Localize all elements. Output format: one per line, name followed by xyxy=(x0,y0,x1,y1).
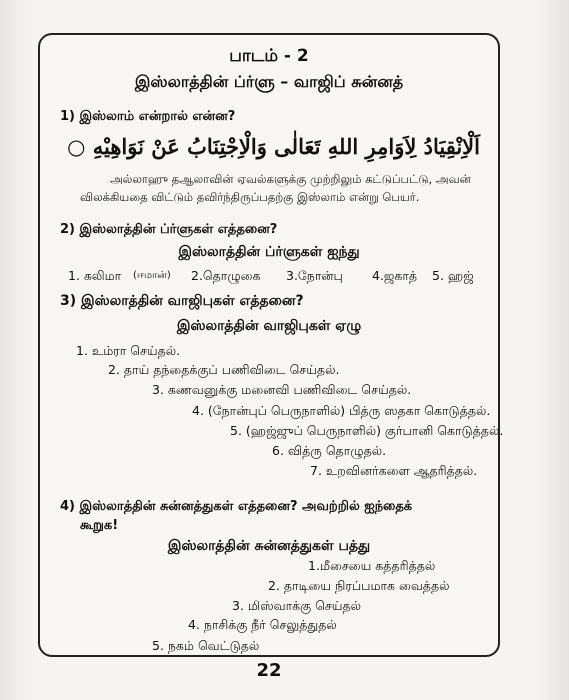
wajib-item-3: 3. கணவனுக்கு மனைவி பணிவிடை செய்தல். xyxy=(152,382,412,397)
sunnah-item-2: 2. தாடியை நிரப்பமாக வைத்தல் xyxy=(268,578,450,593)
sunnah-item-5: 5. நகம் வெட்டுதல் xyxy=(152,638,260,653)
wajib-item-4: 4. (நோன்புப் பெருநாளில்) பித்ரு ஸதகா கொடுத்தல். xyxy=(192,403,491,418)
fard-item-1: 1. கலிமா xyxy=(68,268,122,283)
fard-item-3: 3.நோன்பு xyxy=(286,268,343,283)
fard-item-4: 4.ஜகாத் xyxy=(372,268,418,283)
lesson-title: பாடம் - 2 xyxy=(229,46,309,66)
fard-item-1-note: (ஈமான்) xyxy=(133,270,171,281)
question-4-line-2: கூறுக! xyxy=(80,518,119,533)
question-2: 2) இஸ்லாத்தின் ப்ர்ளுகள் எத்தனை? xyxy=(60,222,278,237)
fard-item-5: 5. ஹஜ் xyxy=(432,268,474,283)
sunnah-heading: இஸ்லாத்தின் சுன்னத்துகள் பத்து xyxy=(167,538,371,554)
question-1: 1) இஸ்லாம் என்றால் என்ன? xyxy=(60,109,236,124)
sunnah-item-4: 4. நாசிக்கு நீர் செலுத்துதல் xyxy=(188,617,337,632)
question-3: 3) இஸ்லாத்தின் வாஜிபுகள் எத்தனை? xyxy=(60,293,304,309)
wajib-item-1: 1. உம்ரா செய்தல். xyxy=(76,343,181,358)
fard-heading: இஸ்லாத்தின் ப்ர்ளுகள் ஐந்து xyxy=(178,244,360,260)
wajib-item-2: 2. தாய் தந்தைக்குப் பணிவிடை செய்தல். xyxy=(108,362,340,377)
wajib-item-6: 6. வித்ரு தொழுதல். xyxy=(272,443,387,458)
question-4-line-1: 4) இஸ்லாத்தின் சுன்னத்துகள் எத்தனை? அவற்றில் ஐந்தைக் xyxy=(60,499,413,514)
wajib-heading: இஸ்லாத்தின் வாஜிபுகள் ஏழு xyxy=(176,318,362,334)
arabic-definition: اَلْاِنْقِيَادُ لِاَوَامِرِ اللهِ تَعَالٰى وَالْاِجْتِنَابُ عَنْ نَوَاهِيْهِ ○ xyxy=(67,134,480,159)
sunnah-item-1: 1.மீசையை கத்தரித்தல் xyxy=(308,558,436,573)
wajib-item-5: 5. (ஹஜ்ஜுப் பெருநாளில்) குர்பானி கொடுத்தல். xyxy=(230,423,504,438)
fard-item-2: 2.தொழுகை xyxy=(191,268,261,283)
chapter-title: இஸ்லாத்தின் ப்ர்ளு – வாஜிப் சுன்னத் xyxy=(134,72,404,91)
wajib-item-7: 7. உறவினர்களை ஆதரித்தல். xyxy=(310,463,478,478)
answer-1-line-1: அல்லாஹு தஆலாவின் ஏவல்களுக்கு முற்றிலும் கட்டுப்பட்டு, அவன் xyxy=(110,172,471,186)
answer-1-line-2: விலக்கியதை விட்டும் தவிர்ந்திருப்பதற்கு இஸ்லாம் என்று பெயர். xyxy=(80,190,420,204)
sunnah-item-3: 3. மிஸ்வாக்கு செய்தல் xyxy=(232,598,362,613)
page-number: 22 xyxy=(256,660,282,681)
